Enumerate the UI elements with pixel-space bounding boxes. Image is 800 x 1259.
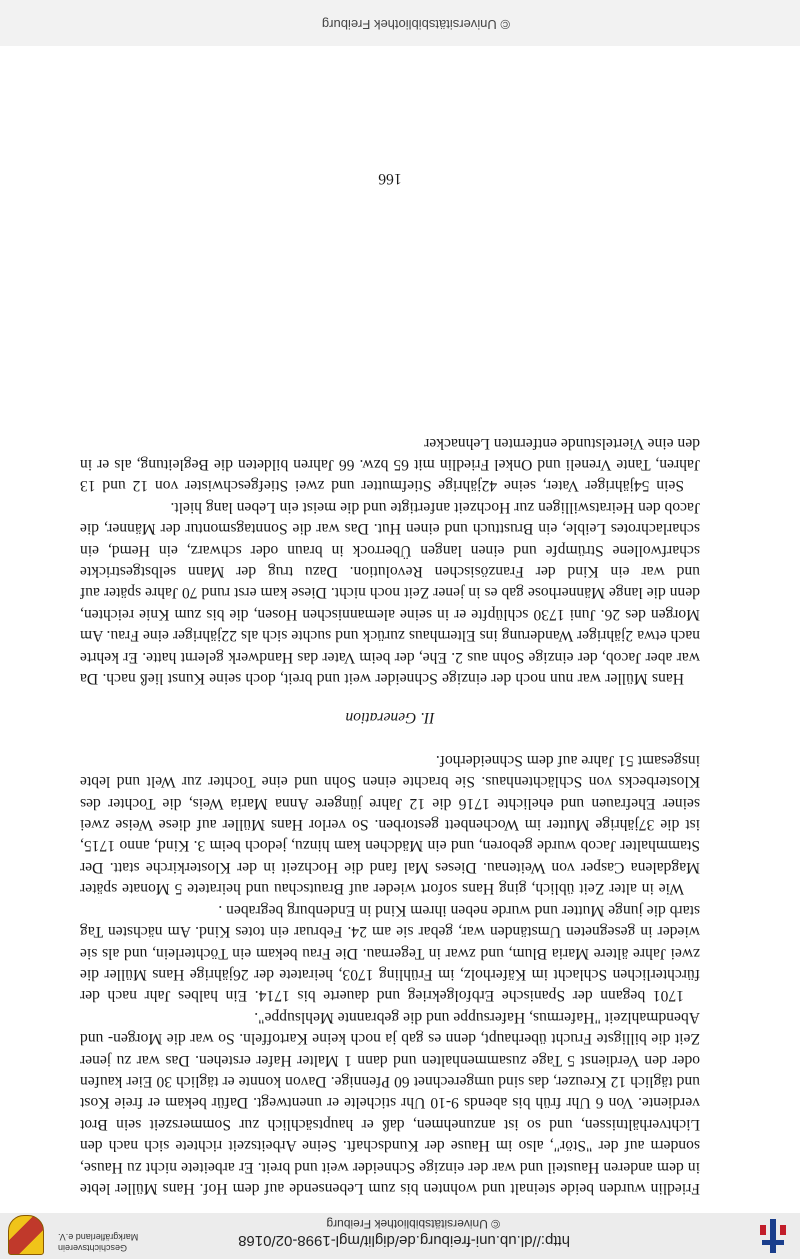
- page-number: 166: [378, 170, 402, 187]
- paragraph-1: Friedlin wurden beide steinalt und wohnten bis zum Lebensende auf dem Hof. Hans Müller lebte in dem anderen Hausteil und war der einzige Schneider weit und breit. Er arbeitete nicht zu Hause, sondern auf der "Stör", also im Hause der Kundschaft. Seine Arbeitszeit richtete sich nach den Lichtverhältnissen, und so ist anzunehmen, daß er hauptsächlich zur Sommerszeit sein Brot verdiente. Von 6 Uhr früh bis abends 9-10 Uhr stichelte er unentwegt. Dafür bekam er freie Kost und täglich 12 Kreuzer, das sind umgerechnet 60 Pfennige. Davon konnte er täglich 30 Eier kaufen oder den Verdienst 5 Tage zusammenhalten und dann 1 Malter Hafer erstehen. Das war zu jener Zeit die billigste Frucht überhaupt, denn es gab ja noch keine Kartoffeln. So war die Morgen- und Abendmahlzeit "Hafermus, Hafersuppe und die gebrannte Mehlsuppe".: [80, 1008, 700, 1197]
- paragraph-5: Sein 54jähriger Vater, seine 42jährige Stiefmutter und zwei Stiefgeschwister von 12 und 13 Jahren, Tante Vreneli und Onkel Friedlin mit 65 bzw. 66 Jahren bildeten die Begleitung, als er in den eine Viertelstunde entfernten Lehnacker: [80, 434, 700, 495]
- society-line-1: Geschichtsverein: [58, 1243, 128, 1253]
- paragraph-2: 1701 begann der Spanische Erbfolgekrieg und dauerte bis 1714. Ein halbes Jahr nach der fürchterlichen Schlacht im Käferholz, im Frühling 1703, heiratete der 26jährige Hans Müller die zwei Jahre ältere Maria Blum, und zwar in Tegernau. Die Frau bekam ein Töchterlein, und als sie wieder in gesegneten Umständen war, gebar sie am 24. Februar ein totes Kind. Am nächsten Tag starb die junge Mutter und wurde neben ihrem Kind in Endenburg begraben .: [80, 901, 700, 1005]
- viewer-header: [0, 1213, 800, 1259]
- source-url[interactable]: http://dl.ub.uni-freiburg.de/diglit/mgl-1998-02/0168: [238, 1232, 570, 1249]
- university-library-logo-icon: [756, 1219, 790, 1253]
- paragraph-4: Hans Müller war nun noch der einzige Schneider weit und breit, doch seine Kunst ließ nach. Da war aber Jacob, der einzige Sohn aus 2. Ehe, der beim Vater das Handwerk gelernt hatte. Er kehrte nach etwa 2jähriger Wanderung ins Elternhaus zurück und suchte sich als 22jähriger eine Frau. Am Morgen des 26. Juni 1730 schlüpfte er in seine alemannischen Hosen, die bis zum Knie reichten, denn die lange Männerhose gab es in jener Zeit noch nicht. Diese kam erst rund 70 Jahre später auf und war ein Kind der Französischen Revolution. Dazu trug der Mann selbstgestrickte scharfwollene Strümpfe und einen langen Überrock in braun oder schwarz, ein Hemd, ein scharlachrotes Leible, ein Brusttuch und einen Hut. Das war die Sonntagsmontur der Männer, die Jacob den Heiratswilligen zur Hochzeit anfertigte und die meist ein Leben lang hielt.: [80, 498, 700, 688]
- society-line-2: Markgräflerland e.V.: [58, 1232, 139, 1242]
- society-name: [58, 1231, 138, 1253]
- society-crest-icon: [8, 1215, 44, 1255]
- paragraph-3: Wie in alter Zeit üblich, ging Hans sofort wieder auf Brautschau und heiratete 5 Monate später Magdalena Casper von Weitenau. Dieses Mal fand die Hochzeit in der Klosterkirche statt. Der Stammhalter Jacob wurde geboren, und ein Mädchen kam hinzu, jedoch beim 3. Kind, anno 1715, ist die 37jährige Mutter im Wochenbett gestorben. So verlor Hans Müller auf diese Weise zwei seiner Ehefrauen und ehelichte 1716 die 12 Jahre jüngere Anna Maria Weis, die Tochter des Klosterbecks von Schlächtenhaus. Sie brachte einen Sohn und eine Tochter zur Welt und lebte insgesamt 51 Jahre auf dem Schneiderhof.: [80, 751, 700, 898]
- copyright-notice: © Universitätsbibliothek Freiburg: [326, 1217, 500, 1231]
- footer-copyright: © Universitätsbibliothek Freiburg: [321, 17, 510, 32]
- page-body: [80, 432, 700, 1199]
- viewer-footer: [0, 0, 800, 46]
- section-heading: II. Generation: [345, 709, 435, 727]
